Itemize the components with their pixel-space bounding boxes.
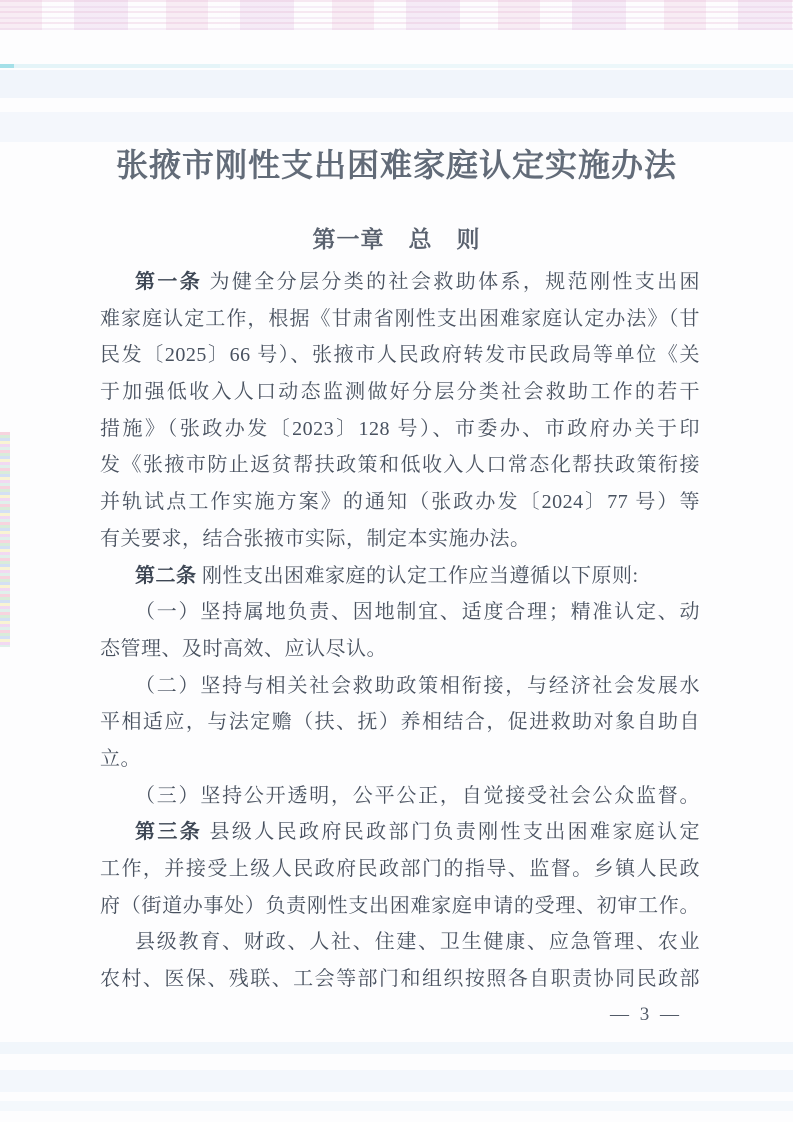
text-line: 发《张掖市防止返贫帮扶政策和低收入人口常态化帮扶政策衔接 <box>100 454 700 477</box>
text-line: 态管理、及时高效、应认尽认。 <box>100 637 387 660</box>
article-number: 第三条 <box>135 821 203 844</box>
text-line: 有关要求，结合张掖市实际，制定本实施办法。 <box>100 527 531 550</box>
text-line: 第三条 县级人民政府民政部门负责刚性支出困难家庭认定 <box>135 821 701 844</box>
text-line: （二）坚持与相关社会救助政策相衔接，与经济社会发展水 <box>135 674 700 697</box>
text-line: 于加强低收入人口动态监测做好分层分类社会救助工作的若干 <box>100 381 700 404</box>
text-line: 平相适应，与法定赡（扶、抚）养相结合，促进救助对象自助自 <box>100 711 700 734</box>
scan-artifact-bottom-band <box>0 1070 793 1092</box>
text-line: 第二条 刚性支出困难家庭的认定工作应当遵循以下原则: <box>135 564 639 587</box>
text-line: 难家庭认定工作，根据《甘肃省刚性支出困难家庭认定办法》（甘 <box>100 307 700 330</box>
article-number: 第一条 <box>135 271 203 293</box>
text-line: 立。 <box>100 747 141 770</box>
scan-artifact-blue-band <box>0 70 793 98</box>
text-line: 第一条 为健全分层分类的社会救助体系，规范刚性支出困 <box>135 271 701 293</box>
text-line: 民发〔2025〕66 号）、张掖市人民政府转发市民政局等单位《关 <box>100 344 700 367</box>
text-line: 并轨试点工作实施方案》的通知（张政办发〔2024〕77 号）等 <box>100 491 700 514</box>
scan-artifact-bottom-band <box>0 1042 793 1054</box>
text-line: （一）坚持属地负责、因地制宜、适度合理；精准认定、动 <box>135 601 700 624</box>
scan-artifact-teal-streak <box>0 64 793 68</box>
text-line: 措施》（张政办发〔2023〕128 号）、市委办、市政府办关于印 <box>100 417 700 440</box>
document-title: 张掖市刚性支出困难家庭认定实施办法 <box>115 147 677 183</box>
text-line: （三）坚持公开透明，公平公正，自觉接受社会公众监督。 <box>135 784 700 807</box>
scan-artifact-top-pink-band <box>0 0 793 30</box>
page-number: — 3 — <box>610 1004 682 1025</box>
article-number: 第二条 <box>135 564 197 587</box>
body-lines <box>100 264 700 998</box>
scan-artifact-blue-band <box>0 112 793 142</box>
text-line: 府（街道办事处）负责刚性支出困难家庭申请的受理、初审工作。 <box>100 894 700 917</box>
chapter-heading: 第一章 总 则 <box>312 227 481 252</box>
scan-artifact-left-rainbow-strip <box>0 432 10 647</box>
scan-artifact-bottom-band <box>0 1101 793 1111</box>
text-line: 农村、医保、残联、工会等部门和组织按照各自职责协同民政部 <box>100 968 700 991</box>
text-line: 工作，并接受上级人民政府民政部门的指导、监督。乡镇人民政 <box>100 858 700 880</box>
text-line: 县级教育、财政、人社、住建、卫生健康、应急管理、农业 <box>135 931 700 954</box>
